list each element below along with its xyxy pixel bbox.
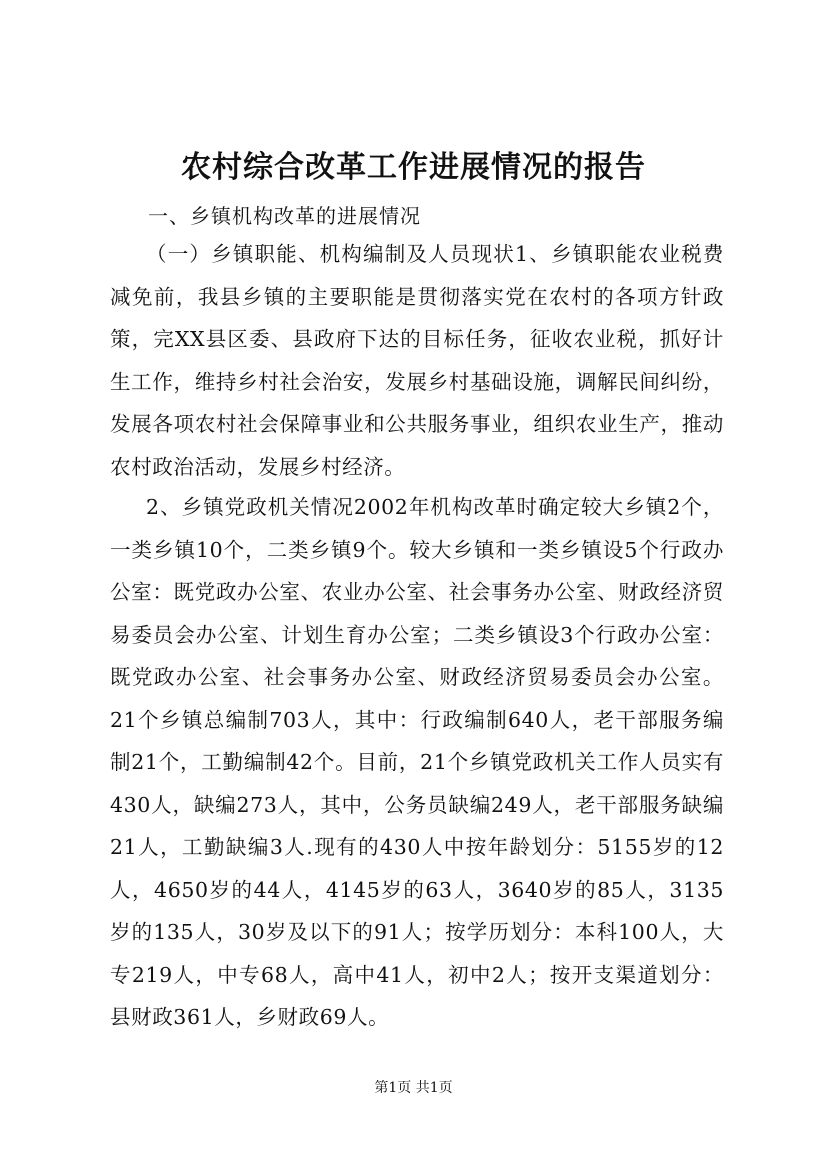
paragraph-1: （一）乡镇职能、机构编制及人员现状1、乡镇职能农业税费减免前，我县乡镇的主要职能是贯彻落实党在农村的各项方针政策，完XX县区委、县政府下达的目标任务，征收农业税，抓好计生工作，维持乡村社会治安，发展乡村基础设施，调解民间纠纷，发展各项农村社会保障事业和公共服务事业，组织农业生产，推动农村政治活动，发展乡村经济。 (110, 242, 724, 479)
page-footer: 第1页 共1页 (374, 1080, 453, 1096)
section-heading: 一、乡镇机构改革的进展情况 (148, 204, 421, 228)
document-title: 农村综合改革工作进展情况的报告 (181, 150, 646, 185)
paragraph-2: 2、乡镇党政机关情况2002年机构改革时确定较大乡镇2个，一类乡镇10个，二类乡镇9个。较大乡镇和一类乡镇设5个行政办公室：既党政办公室、农业办公室、社会事务办公室、财政经济贸易委员会办公室、计划生育办公室；二类乡镇设3个行政办公室：既党政办公室、社会事务办公室、财政经济贸易委员会办公室。21个乡镇总编制703人，其中：行政编制640人，老干部服务编制21个，工勤编制42个。目前，21个乡镇党政机关工作人员实有430人，缺编273人，其中，公务员缺编249人，老干部服务缺编21人，工勤缺编3人.现有的430人中按年龄划分：5155岁的12人，4650岁的44人，4145岁的63人，3640岁的85人，3135岁的135人，30岁及以下的91人；按学历划分：本科100人，大专219人，中专68人，高中41人，初中2人；按开支渠道划分：县财政361人，乡财政69人。 (110, 495, 724, 1029)
